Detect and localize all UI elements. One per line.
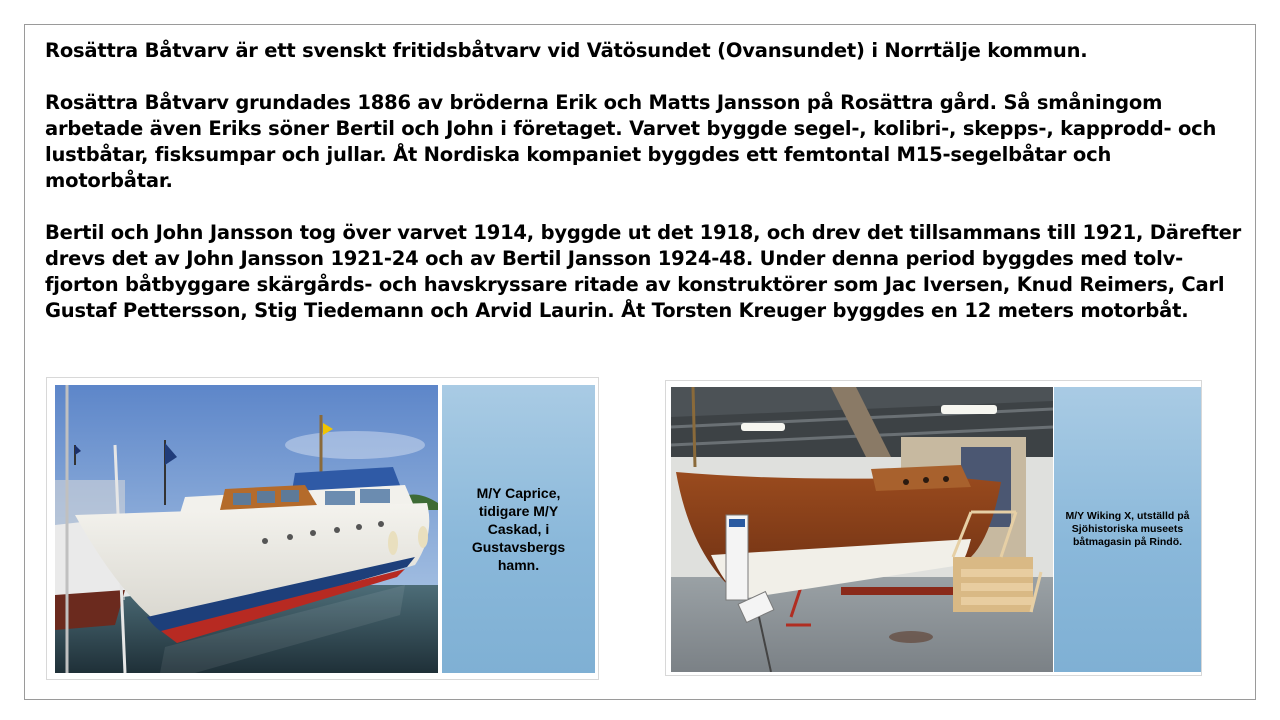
wooden-boat-in-museum-hall-photo [671, 387, 1053, 672]
slide-text [45, 38, 1245, 350]
paragraph-intro: Rosättra Båtvarv är ett svenskt fritidsbåtvarv vid Vätösundet (Ovansundet) i Norrtälje kommun. [45, 39, 1088, 62]
motor-yacht-in-harbor-photo [55, 385, 438, 673]
caption-panel-wiking [1054, 387, 1201, 672]
wiking-boat-photo [671, 387, 1053, 672]
caption-caprice: M/Y Caprice, tidigare M/Y Caskad, i Gustavsbergs hamn. [471, 485, 566, 573]
image-card-caprice [46, 377, 599, 680]
caption-panel-caprice [442, 385, 595, 673]
caption-wiking: M/Y Wiking X, utställd på Sjöhistoriska museets båtmagasin på Rindö. [1065, 510, 1190, 548]
image-card-wiking [665, 380, 1202, 676]
paragraph-history: Rosättra Båtvarv grundades 1886 av bröderna Erik och Matts Jansson på Rosättra gård. Så småningom arbetade även Eriks söner Bertil och John i företaget. Varvet byggde segel-, kolibri-, skepps-, kapprodd- och lustbåtar, fisksumpar och jullar. Åt Nordiska kompaniet byggdes ett femtontal M15-segelbåtar och motorbåtar. [45, 91, 1217, 192]
paragraph-ownership: Bertil och John Jansson tog över varvet 1914, byggde ut det 1918, och drev det tillsammans till 1921, Därefter drevs det av John Jansson 1921-24 och av Bertil Jansson 1924-48. Under denna period byggdes med tolv-fjorton båtbyggare skärgårds- och havskryssare ritade av konstruktörer som Jac Iversen, Knud Reimers, Carl Gustaf Pettersson, Stig Tiedemann och Arvid Laurin. Åt Torsten Kreuger byggdes en 12 meters motorbåt. [45, 221, 1242, 322]
caprice-yacht-photo [55, 385, 438, 673]
